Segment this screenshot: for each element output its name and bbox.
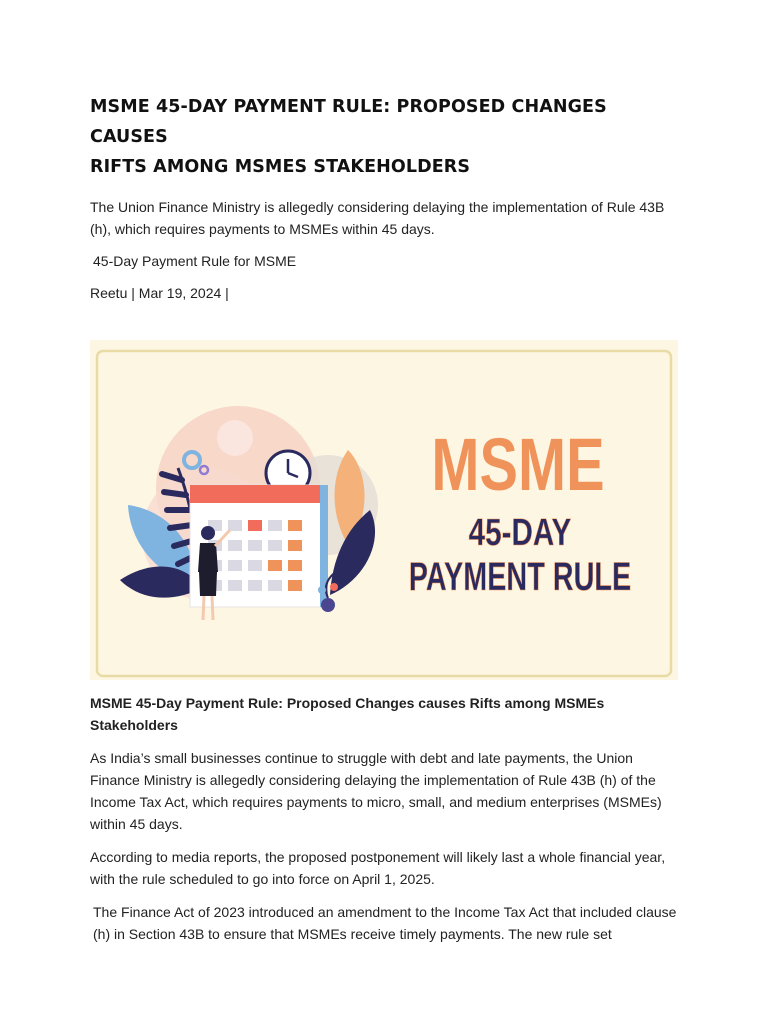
hero-illustration (90, 340, 678, 680)
payment-rule-graphic-text: PAYMENT RULE (408, 554, 632, 600)
article-title-line-2: RIFTS AMONG MSMES STAKEHOLDERS (90, 157, 471, 177)
byline-end: | (221, 285, 229, 301)
author-name: Reetu (90, 285, 128, 301)
byline-separator: | (127, 285, 139, 301)
45-day-graphic-text: 45-DAY (468, 511, 572, 554)
article-paragraph: The Finance Act of 2023 introduced an amendment to the Income Tax Act that included clause (h) in Section 43B to ensure that MSMEs receive timely payments. The new rule set (93, 904, 677, 942)
article (90, 92, 680, 945)
article-intro: The Union Finance Ministry is allegedly considering delaying the implementation of Rule 43B (h), which requires payments to MSMEs within 45 days. (90, 199, 665, 237)
image-caption: MSME 45-Day Payment Rule: Proposed Changes causes Rifts among MSMEs Stakeholders (90, 695, 605, 733)
article-paragraph: As India’s small businesses continue to struggle with debt and late payments, the Union Finance Ministry is allegedly considering delaying the implementation of Rule 43B (h) of the Income Tax Act, which requires payments to micro, small, and medium enterprises (MSMEs) within 45 days. (90, 750, 662, 832)
article-title-line-1: MSME 45-DAY PAYMENT RULE: PROPOSED CHANGES CAUSES (90, 97, 607, 147)
article-paragraph: According to media reports, the proposed postponement will likely last a whole financial year, with the rule scheduled to go into force on April 1, 2025. (90, 849, 666, 887)
article-byline (90, 282, 680, 304)
msme-graphic-text: MSME (431, 424, 605, 507)
publish-date: Mar 19, 2024 (138, 285, 222, 301)
light-circle (217, 420, 253, 456)
calendar-header (190, 485, 322, 503)
hero-image (90, 340, 678, 680)
article-title (90, 92, 680, 182)
article-kicker: 45-Day Payment Rule for MSME (93, 253, 297, 269)
